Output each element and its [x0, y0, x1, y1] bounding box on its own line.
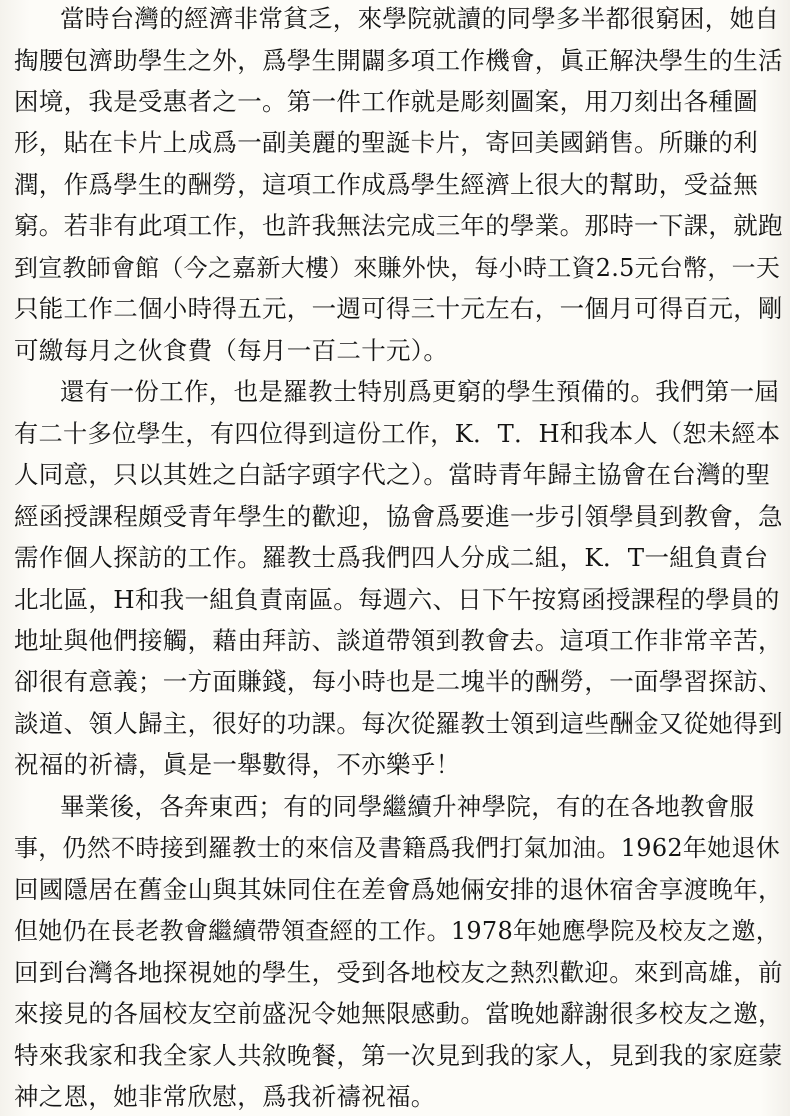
- paragraph-2-line-6: 北北區，H和我一組負責南區。每週六、日下午按寫函授課程的學員的: [14, 584, 780, 614]
- paragraph-1-line-5: 潤，作爲學生的酬勞，這項工作成爲學生經濟上很大的幫助，受益無: [14, 169, 758, 199]
- paragraph-1-line-2: 掏腰包濟助學生之外，爲學生開闢多項工作機會，眞正解決學生的生活: [14, 45, 783, 75]
- paragraph-1-line-9: 可繳每月之伙食費（每月一百二十元）。: [14, 335, 449, 365]
- paragraph-2-line-2: 有二十多位學生，有四位得到這份工作，K．T．H和我本人（恕未經本: [14, 419, 781, 448]
- paragraph-2-line-1: 還有一份工作，也是羅教士特別爲更窮的學生預備的。我們第一屆: [60, 377, 780, 407]
- paragraph-3-line-5: 回到台灣各地探視她的學生，受到各地校友之熱烈歡迎。來到高雄，前: [14, 957, 783, 987]
- paragraph-1-line-6: 窮。若非有此項工作，也許我無法完成三年的學業。那時一下課，就跑: [14, 211, 783, 241]
- paragraph-3-line-8: 神之恩，她非常欣慰，爲我祈禱祝福。: [14, 1082, 436, 1111]
- paragraph-1-line-3: 困境，我是受惠者之一。第一件工作就是彫刻圖案，用刀刻出各種圖: [14, 86, 758, 116]
- paragraph-2-line-4: 經函授課程頗受青年學生的歡迎，協會爲要進一步引領學員到教會，急: [14, 501, 783, 531]
- paragraph-3-line-6: 來接見的各屆校友空前盛況令她無限感動。當晚她辭謝很多校友之邀，: [14, 999, 783, 1029]
- paragraph-1-line-4: 形，貼在卡片上成爲一副美麗的聖誕卡片，寄回美國銷售。所賺的利: [14, 128, 758, 158]
- paragraph-2-line-7: 地址與他們接觸，藉由拜訪、談道帶領到教會去。這項工作非常辛苦，: [14, 625, 783, 655]
- paragraph-1-line-8: 只能工作二個小時得五元，一週可得三十元左右，一個月可得百元，剛: [14, 294, 783, 324]
- paragraph-2-line-3: 人同意，只以其姓之白話字頭字代之）。當時青年歸主協會在台灣的聖: [14, 460, 771, 490]
- paragraph-2-line-5: 需作個人探訪的工作。羅教士爲我們四人分成二組，K．T一組負責台: [14, 543, 769, 572]
- paragraph-3-line-1: 畢業後，各奔東西；有的同學繼續升神學院，有的在各地教會服: [60, 791, 755, 821]
- paragraph-3-line-3: 回國隱居在舊金山與其妹同住在差會爲她倆安排的退休宿舍享渡晚年，: [14, 874, 783, 904]
- paragraph-2-line-9: 談道、領人歸主，很好的功課。每次從羅教士領到這些酬金又從她得到: [14, 708, 783, 738]
- paragraph-3-line-7: 特來我家和我全家人共敘晚餐，第一次見到我的家人，見到我的家庭蒙: [14, 1040, 783, 1070]
- paragraph-1-line-7: 到宣教師會館（今之嘉新大樓）來賺外快，每小時工資2.5元台幣，一天: [14, 253, 781, 282]
- paragraph-3-line-2: 事，仍然不時接到羅教士的來信及書籍爲我們打氣加油。1962年她退休: [14, 834, 780, 863]
- paragraph-2-line-8: 卻很有意義；一方面賺錢，每小時也是二塊半的酬勞，一面學習探訪、: [14, 667, 783, 697]
- paragraph-3-line-4: 但她仍在長老教會繼續帶領查經的工作。1978年她應學院及校友之邀，: [14, 917, 780, 946]
- paragraph-2-line-10: 祝福的祈禱，眞是一舉數得，不亦樂乎！: [14, 750, 461, 780]
- paragraph-1-line-1: 當時台灣的經濟非常貧乏，來學院就讀的同學多半都很窮困，她自: [60, 4, 780, 33]
